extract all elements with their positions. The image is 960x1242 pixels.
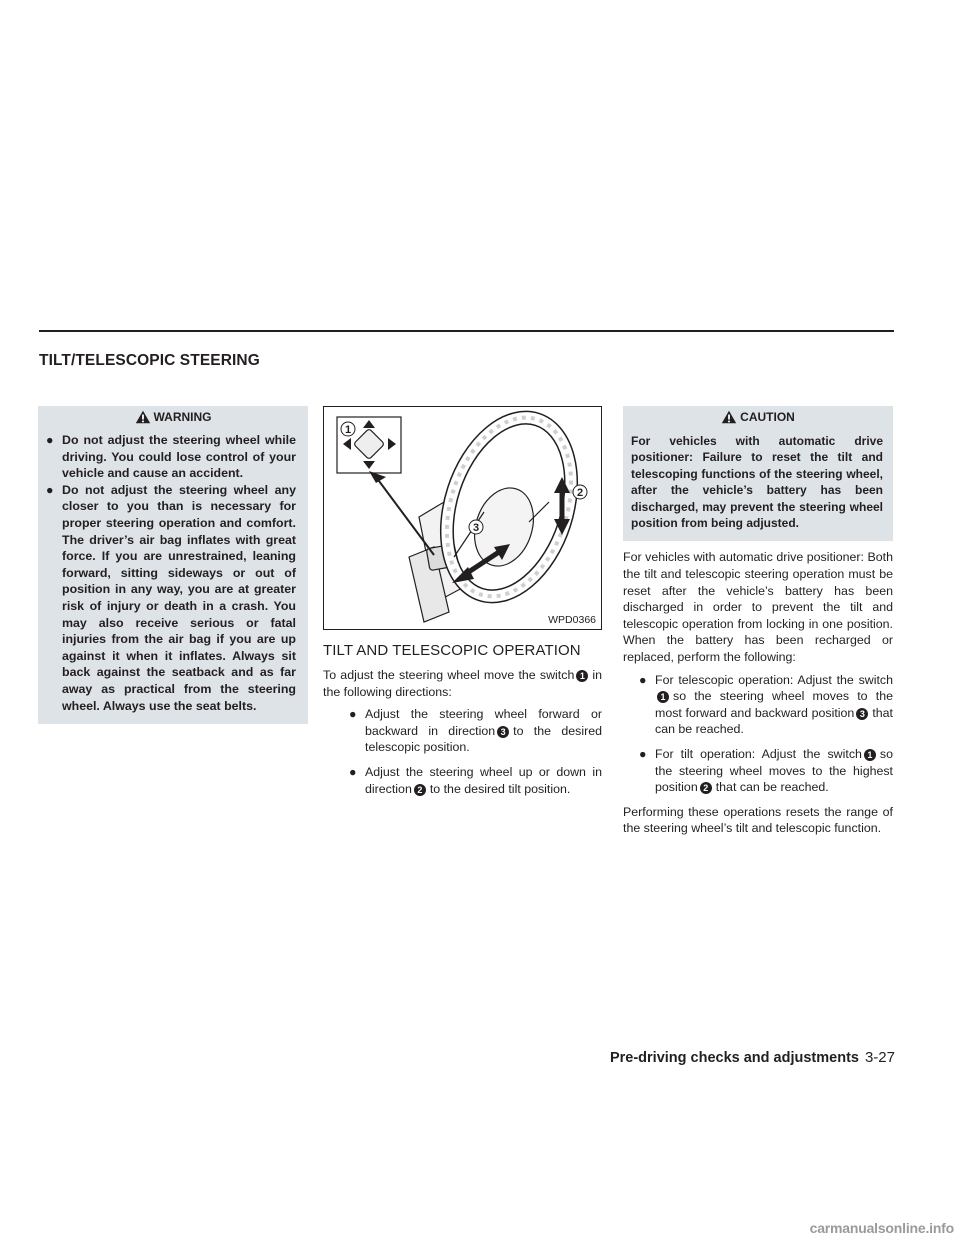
steering-figure <box>323 406 602 630</box>
circle-number: 2 <box>700 782 712 794</box>
caution-column <box>623 406 893 837</box>
operation-list <box>323 706 602 797</box>
watermark: carmanualsonline.info <box>809 1220 954 1236</box>
reset-item: ● For tilt operation: Adjust the switch 1 so the steering wheel moves to the highest position 2 that can be reached. <box>639 746 893 795</box>
bullet-icon: ● <box>639 672 647 687</box>
callout-2: 2 <box>576 487 584 499</box>
operation-item: ● Adjust the steering wheel up or down in direction 2 to the desired tilt position. <box>349 764 602 796</box>
page-footer <box>610 1049 895 1066</box>
warning-item: ● Do not adjust the steering wheel any closer to you than is necessary for proper steering operation and comfort. The driver’s air bag inflates with great force. If you are unrestrained, leaning forward, sitting sideways or out of position in any way, you are at greater risk of injury or death in a crash. You may also receive serious or fatal injuries from the air bag if you are up against it when it inflates. Always sit back against the seatback and as far away as practical from the steering wheel. Always use the seat belts. <box>46 482 296 713</box>
caution-box <box>623 406 893 541</box>
caution-text: For vehicles with automatic drive positioner: Failure to reset the tilt and telescoping functions of the steering wheel, after the vehicle’s battery has been discharged, may prevent the steering wheel position from being adjusted. <box>631 434 883 531</box>
bullet-icon: ● <box>46 482 54 497</box>
reset-paragraph: For vehicles with automatic drive positioner: Both the tilt and telescopic steering operation must be reset after the vehicle’s battery has been discharged in order to prevent the tilt and telescopic operation from locking in one position. When the battery has been recharged or replaced, perform the following: <box>623 550 893 664</box>
bullet-icon: ● <box>639 746 647 761</box>
circle-number: 3 <box>497 726 509 738</box>
caution-heading: CAUTION <box>740 410 795 424</box>
circle-number: 1 <box>657 691 669 703</box>
reset-list <box>623 672 893 796</box>
operation-column <box>323 406 602 805</box>
circle-number: 1 <box>864 749 876 761</box>
warning-triangle-icon <box>135 410 151 424</box>
operation-intro: To adjust the steering wheel move the switch 1 in the following directions: <box>323 668 602 699</box>
warning-column <box>38 406 308 724</box>
warning-list <box>38 432 308 714</box>
warning-triangle-icon <box>721 410 737 424</box>
caution-header <box>623 406 893 428</box>
operation-item: ● Adjust the steering wheel forward or backward in direction 3 to the desired telescopic position. <box>349 707 602 755</box>
section-title: TILT/TELESCOPIC STEERING <box>39 352 260 369</box>
bullet-icon: ● <box>349 764 357 779</box>
warning-heading: WARNING <box>153 410 212 424</box>
callout-3: 3 <box>472 522 480 534</box>
figure-code: WPD0366 <box>548 614 596 626</box>
section-rule <box>39 330 894 332</box>
circle-number: 1 <box>576 670 588 682</box>
bullet-icon: ● <box>349 707 357 722</box>
reset-item: ● For telescopic operation: Adjust the switch1 so the steering wheel moves to the most forward and backward position 3 that can be reached. <box>639 672 893 737</box>
circle-number: 3 <box>856 708 868 720</box>
chapter-title: Pre-driving checks and adjustments <box>609 1050 859 1066</box>
reset-closing: Performing these operations resets the range of the steering wheel’s tilt and telescopic function. <box>623 804 893 836</box>
operation-heading: TILT AND TELESCOPIC OPERATION <box>323 642 581 659</box>
circle-number: 2 <box>414 784 426 796</box>
page-number: 3-27 <box>864 1049 895 1066</box>
warning-box <box>38 406 308 724</box>
warning-header <box>38 406 308 428</box>
callout-1: 1 <box>344 424 352 436</box>
steering-wheel-illustration <box>324 407 601 629</box>
warning-item: ● Do not adjust the steering wheel while driving. You could lose control of your vehicle and cause an accident. <box>46 433 296 481</box>
bullet-icon: ● <box>46 433 54 447</box>
